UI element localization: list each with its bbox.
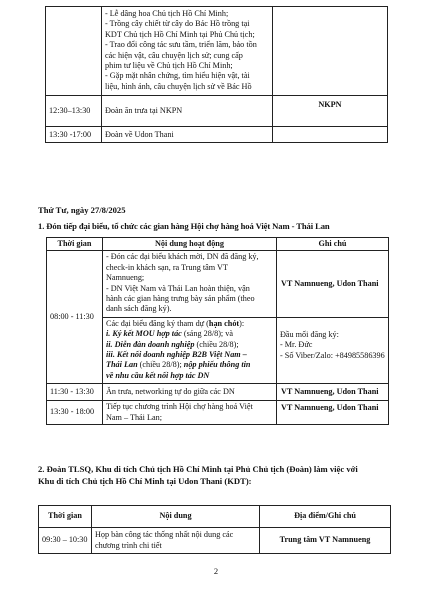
column-header-content: Nội dung hoạt động (103, 238, 277, 251)
day-heading: Thứ Tư, ngày 27/8/2025 (38, 205, 126, 215)
table-row (39, 528, 391, 554)
note-cell: VT Namnueng, Udon Thani (277, 384, 389, 401)
activity-cell: Tiếp tục chương trình Hội chợ hàng hoá Việt Nam – Thái Lan; (103, 401, 277, 425)
activity-cell: Họp bàn công tác thống nhất nội dung các chương trình chi tiết (92, 528, 260, 554)
column-header-time: Thời gian (47, 238, 103, 251)
meeting-schedule-table (38, 505, 391, 554)
column-header-note: Địa điểm/Ghi chú (260, 506, 391, 528)
note-cell: VT Namnueng, Udon Thani (277, 251, 389, 317)
table-row (47, 401, 389, 425)
activity-cell: Đoàn ăn trưa tại NKPN (102, 96, 273, 127)
activity-cell: - Đón các đại biểu khách mời, DN đã đăng ký, check-in khách sạn, ra Trung tâm VT Namnueng; - DN Việt Nam và Thái Lan hoàn thiện, vận hành các gian hàng trưng bày sản phẩm (theo danh sách đăng ký). (103, 251, 277, 317)
column-header-time: Thời gian (39, 506, 92, 528)
section-2-heading: 2. Đoàn TLSQ, Khu di tích Chủ tịch Hồ Chí Minh tại Phủ Chủ tịch (Đoàn) làm việc với Khu di tích Chủ tịch Hồ Chí Minh tại Udon Thani (KDT): (38, 464, 358, 486)
activity-cell: Các đại biểu đăng ký tham dự (hạn chót): i. Ký kết MOU hợp tác (sáng 28/8); và ii. Diễn đàn doanh nghiệp (chiều 28/8); iii. Kết nối doanh nghiệp B2B Việt Nam – Thái Lan (chiều 28/8); nộp phiếu thông tin về nhu cầu kết nối hợp tác DN (103, 317, 277, 383)
schedule-table-continued (45, 6, 388, 143)
time-cell: 08:00 - 11:30 (47, 251, 103, 384)
column-header-note: Ghi chú (277, 238, 389, 251)
note-cell: Trung tâm VT Namnueng (260, 528, 391, 554)
time-cell: 12:30–13:30 (46, 96, 102, 127)
table-row (46, 96, 388, 127)
table-row (46, 127, 388, 143)
activity-cell: Đoàn về Udon Thani (102, 127, 273, 143)
column-header-content: Nội dung (92, 506, 260, 528)
time-cell: 13:30 - 18:00 (47, 401, 103, 425)
table-header-row (39, 506, 391, 528)
table-row (47, 251, 389, 317)
page-number: 2 (213, 566, 219, 576)
section-1-heading: 1. Đón tiếp đại biểu, tổ chức các gian hàng Hội chợ hàng hoá Việt Nam - Thái Lan (38, 221, 330, 231)
time-cell: 11:30 - 13:30 (47, 384, 103, 401)
fair-schedule-table (46, 237, 389, 425)
note-cell: VT Namnueng, Udon Thani (277, 401, 389, 425)
note-cell: Đầu mối đăng ký: - Mr. Đức - Số Viber/Zalo: +84985586396 (277, 317, 389, 383)
time-cell: 09:30 – 10:30 (39, 528, 92, 554)
table-row (47, 384, 389, 401)
activity-cell: - Lễ dâng hoa Chủ tịch Hồ Chí Minh; - Trồng cây chiết từ cây do Bác Hồ trồng tại KDT Chủ tịch Hồ Chí Minh tại Phủ Chủ tịch; - Trao đổi công tác sưu tầm, triển lãm, bảo tồn các hiện vật, câu chuyện lịch sử; cung cấp phim tư liệu về Chủ tịch Hồ Chí Minh; - Gặp mặt nhân chứng, tìm hiểu hiện vật, tài liệu, hình ảnh, câu chuyện lịch sử về Bác Hồ (102, 7, 273, 96)
table-row (46, 7, 388, 96)
time-cell: 13:30 -17:00 (46, 127, 102, 143)
activity-cell: Ăn trưa, networking tự do giữa các DN (103, 384, 277, 401)
table-header-row (47, 238, 389, 251)
note-cell: NKPN (273, 96, 388, 127)
